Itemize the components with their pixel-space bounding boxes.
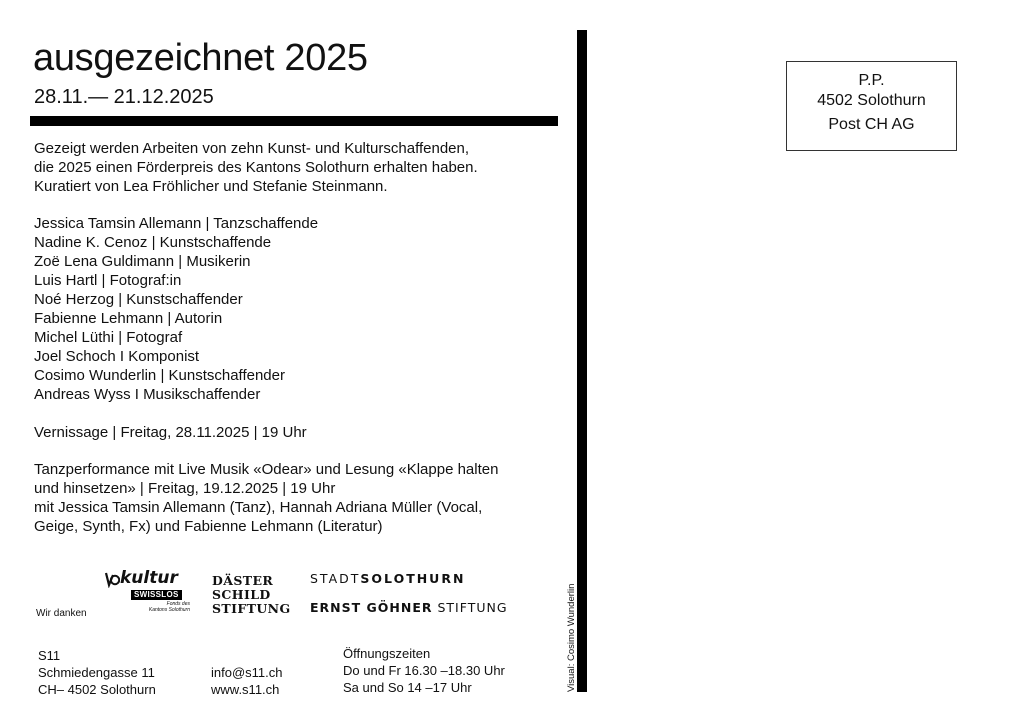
swisslos-wordmark: SWISSLOS	[131, 590, 182, 600]
title-underline-bar	[30, 116, 558, 126]
fonds-text	[132, 601, 190, 613]
hours-line: Do und Fr 16.30 –18.30 Uhr	[343, 663, 505, 678]
artist-item: Jessica Tamsin Allemann | Tanzschaffende	[34, 215, 319, 232]
venue-contact	[211, 664, 283, 698]
venue-street: Schmiedengasse 11	[38, 665, 155, 680]
daester-line: SCHILD	[212, 587, 271, 602]
intro-paragraph	[34, 139, 478, 196]
website-link: www.s11.ch	[211, 682, 280, 697]
thanks-label: Wir danken	[36, 608, 87, 619]
ernst-goehner-stiftung-logo	[310, 600, 508, 616]
postage-line: 4502 Solothurn	[817, 92, 926, 109]
daester-line: DÄSTER	[212, 573, 274, 588]
performance-line: und hinsetzen» | Freitag, 19.12.2025 | 19 Uhr	[34, 480, 336, 497]
daester-schild-stiftung-logo	[212, 574, 291, 616]
fonds-line: Kantons Solothurn	[148, 607, 190, 613]
performance-line: Tanzperformance mit Live Musik «Odear» und Lesung «Klappe halten	[34, 461, 499, 478]
visual-credit: Visual: Cosimo Wunderlin	[566, 583, 577, 692]
performance-info	[34, 460, 498, 536]
stadt-prefix: STADT	[310, 571, 361, 586]
artist-item: Zoë Lena Guldimann | Musikerin	[34, 253, 251, 270]
artist-item: Michel Lüthi | Fotograf	[34, 329, 183, 346]
performance-line: mit Jessica Tamsin Allemann (Tanz), Hannah Adriana Müller (Vocal,	[34, 499, 483, 516]
postage-line: P.P.	[858, 72, 885, 89]
hours-line: Sa und So 14 –17 Uhr	[343, 680, 472, 695]
daester-line: STIFTUNG	[212, 601, 291, 616]
stadt-solothurn-logo	[310, 571, 465, 587]
performance-line: Geige, Synth, Fx) und Fabienne Lehmann (Literatur)	[34, 518, 383, 535]
postage-stamp-box	[786, 61, 957, 151]
goehner-name: ERNST GÖHNER	[310, 600, 433, 615]
opening-hours	[343, 645, 505, 696]
venue-address	[38, 647, 156, 698]
vernissage-info: Vernissage | Freitag, 28.11.2025 | 19 Uhr	[34, 424, 307, 441]
artist-item: Cosimo Wunderlin | Kunstschaffender	[34, 367, 285, 384]
page-title: ausgezeichnet 2025	[33, 37, 368, 79]
stadt-name: SOLOTHURN	[360, 571, 466, 586]
venue-name: S11	[38, 648, 61, 663]
kultur-swisslos-logo	[104, 568, 190, 618]
kultur-wordmark: kultur	[120, 568, 178, 588]
artist-list	[34, 214, 318, 404]
goehner-suffix: STIFTUNG	[437, 600, 508, 615]
email-link: info@s11.ch	[211, 665, 283, 680]
fonds-line: Fonds des	[166, 601, 190, 607]
hours-title: Öffnungszeiten	[343, 646, 431, 661]
postage-line: Post CH AG	[828, 116, 915, 133]
artist-item: Luis Hartl | Fotograf:in	[34, 272, 182, 289]
vertical-divider-bar	[577, 30, 587, 692]
venue-city: CH– 4502 Solothurn	[38, 682, 156, 697]
kultur-mark-icon	[104, 570, 120, 588]
artist-item: Fabienne Lehmann | Autorin	[34, 310, 223, 327]
exhibition-dates: 28.11.— 21.12.2025	[34, 86, 214, 108]
artist-item: Joel Schoch I Komponist	[34, 348, 200, 365]
intro-line: die 2025 einen Förderpreis des Kantons Solothurn erhalten haben.	[34, 159, 478, 176]
artist-item: Nadine K. Cenoz | Kunstschaffende	[34, 234, 272, 251]
artist-item: Andreas Wyss I Musikschaffender	[34, 386, 261, 403]
intro-line: Kuratiert von Lea Fröhlicher und Stefanie Steinmann.	[34, 178, 388, 195]
intro-line: Gezeigt werden Arbeiten von zehn Kunst- und Kulturschaffenden,	[34, 140, 470, 157]
artist-item: Noé Herzog | Kunstschaffender	[34, 291, 243, 308]
